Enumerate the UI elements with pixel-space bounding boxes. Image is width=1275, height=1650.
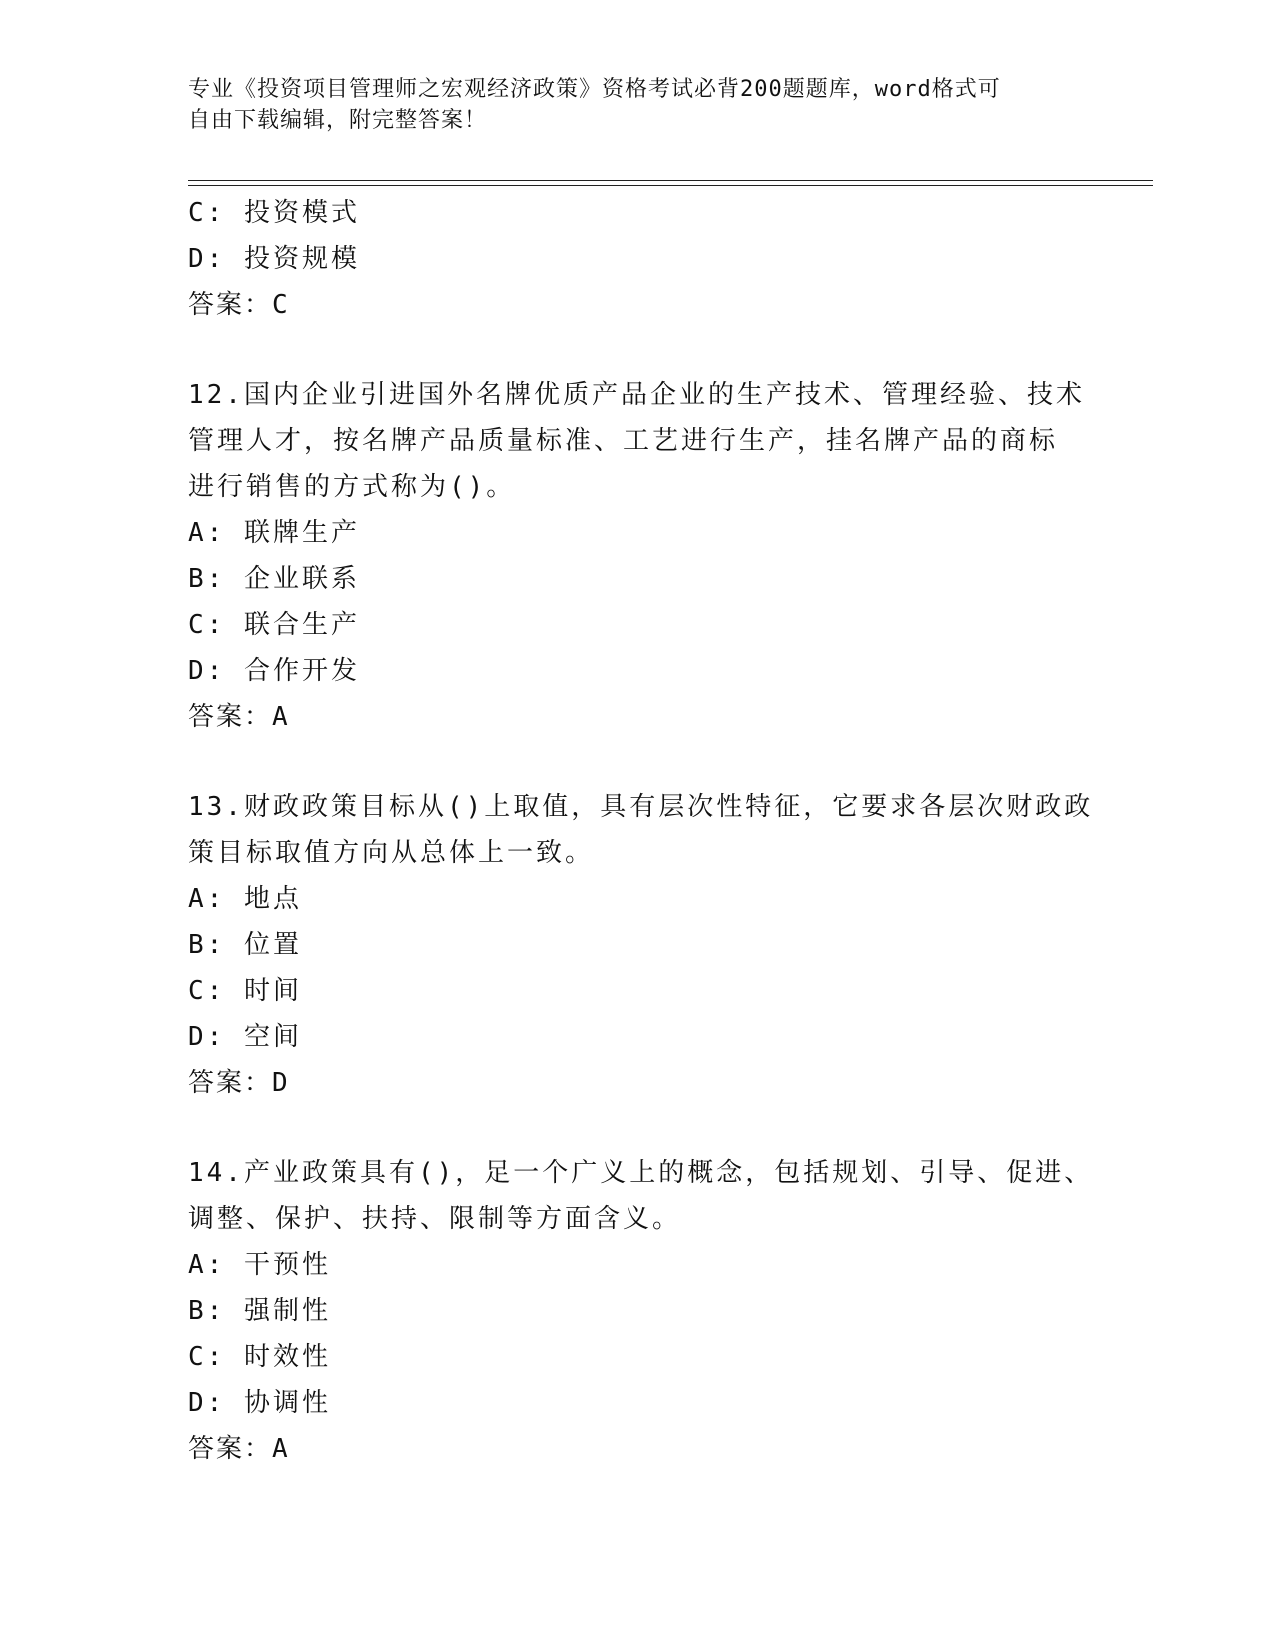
option-d: D: 合作开发: [188, 656, 360, 686]
question-13: [188, 784, 1094, 1106]
option-c: C: 联合生产: [188, 610, 360, 640]
option-b: B: 企业联系: [188, 564, 360, 594]
option-c: C: 时效性: [188, 1342, 331, 1372]
option-b: B: 位置: [188, 930, 302, 960]
document-header: [188, 74, 1068, 136]
answer-line: 答案：D: [188, 1068, 290, 1098]
question-14: [188, 1150, 1094, 1472]
option-c: C: 时间: [188, 976, 302, 1006]
question-stem-line: 14.产业政策具有()，足一个广义上的概念，包括规划、引导、促进、: [188, 1158, 1094, 1188]
question-stem-line: 调整、保护、扶持、限制等方面含义。: [188, 1204, 682, 1234]
answer-line: 答案：A: [188, 702, 290, 732]
answer-line: 答案：C: [188, 290, 290, 320]
document-body: [188, 190, 1094, 1472]
question-stem-line: 策目标取值方向从总体上一致。: [188, 838, 595, 868]
option-a: A: 联牌生产: [188, 518, 360, 548]
question-stem-line: 进行销售的方式称为()。: [188, 472, 516, 502]
header-divider-top: [188, 180, 1153, 181]
answer-line: 答案：A: [188, 1434, 290, 1464]
option-d: D: 投资规模: [188, 244, 360, 274]
option-a: A: 干预性: [188, 1250, 331, 1280]
question-stem-line: 13.财政政策目标从()上取值，具有层次性特征，它要求各层次财政政: [188, 792, 1094, 822]
header-divider-bottom: [188, 185, 1153, 186]
option-d: D: 协调性: [188, 1388, 331, 1418]
question-carryover: [188, 190, 1088, 328]
option-c: C: 投资模式: [188, 198, 360, 228]
option-b: B: 强制性: [188, 1296, 331, 1326]
option-a: A: 地点: [188, 884, 302, 914]
option-d: D: 空间: [188, 1022, 302, 1052]
header-line-2: 自由下载编辑，附完整答案！: [188, 108, 488, 133]
question-12: [188, 372, 1088, 740]
question-stem-line: 12.国内企业引进国外名牌优质产品企业的生产技术、管理经验、技术: [188, 380, 1085, 410]
question-stem-line: 管理人才，按名牌产品质量标准、工艺进行生产，挂名牌产品的商标: [188, 426, 1059, 456]
header-line-1: 专业《投资项目管理师之宏观经济政策》资格考试必背200题题库，word格式可: [188, 77, 1001, 102]
